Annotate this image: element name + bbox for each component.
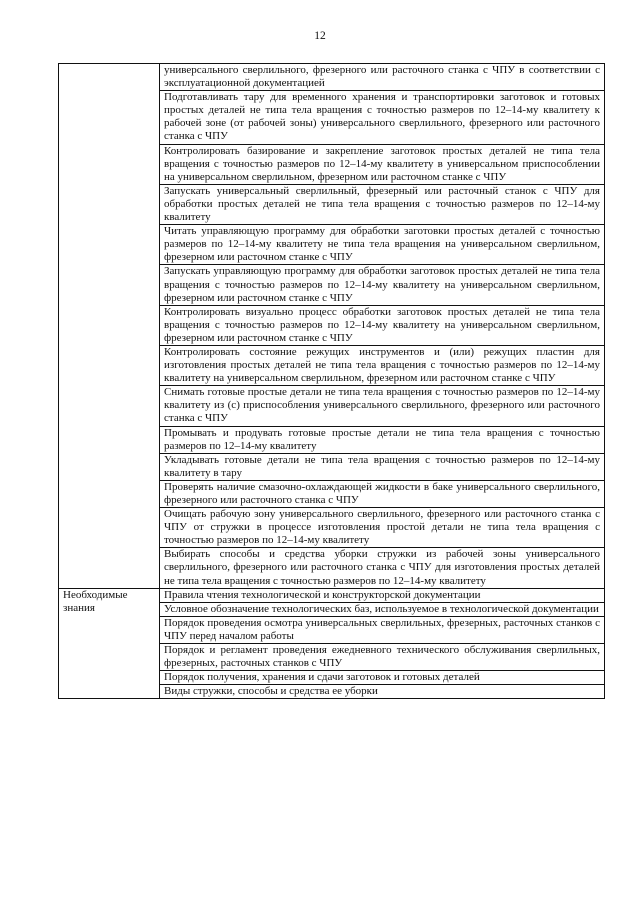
table-cell-item: Контролировать базирование и закрепление заготовок простых деталей не типа тела вращения с точностью размеров по 12–14-му квалитету в универсальном приспособлении на универсальном сверлильном, фрезерном или расточном станке с ЧПУ — [160, 144, 605, 184]
table-cell-item: Промывать и продувать готовые простые детали не типа тела вращения с точностью размеров по 12–14-му квалитету — [160, 426, 605, 453]
table-cell-item: Правила чтения технологической и конструкторской документации — [160, 588, 605, 602]
table-cell-item: Контролировать состояние режущих инструментов и (или) режущих пластин для изготовления простых деталей не типа тела вращения с точностью размеров по 12–14-му квалитету на универсальном сверлильном, фрезерном или расточном станке с ЧПУ — [160, 345, 605, 385]
table-cell-item: Виды стружки, способы и средства ее уборки — [160, 685, 605, 699]
table-cell-item: Подготавливать тару для временного хранения и транспортировки заготовок и готовых простых деталей не типа тела вращения с точностью размеров по 12–14-му квалитету к рабочей зоне (от рабочей зоны) универсального сверлильного, фрезерного или расточного станка с ЧПУ — [160, 91, 605, 144]
page-number: 12 — [314, 30, 326, 42]
table-cell-item: Порядок получения, хранения и сдачи заготовок и готовых деталей — [160, 671, 605, 685]
table-cell-item: Читать управляющую программу для обработки заготовки простых деталей с точностью размеров по 12–14-му квалитету не типа тела вращения на универсальном сверлильном, фрезерном или расточном станке с ЧПУ — [160, 225, 605, 265]
table-cell-item: Очищать рабочую зону универсального сверлильного, фрезерного или расточного станка с ЧПУ от стружки в процессе изготовления простой детали не типа тела вращения с точностью размеров по 12–14-му квалитету — [160, 508, 605, 548]
table-cell-item: универсального сверлильного, фрезерного или расточного станка с ЧПУ в соответствии с эксплуатационной документацией — [160, 64, 605, 91]
table-cell-item: Запускать управляющую программу для обработки заготовок простых деталей не типа тела вращения с точностью размеров по 12–14-му квалитету на универсальном сверлильном, фрезерном или расточном станке с ЧПУ — [160, 265, 605, 305]
table-cell-item: Снимать готовые простые детали не типа тела вращения с точностью размеров по 12–14-му квалитету из (с) приспособления универсального сверлильного, фрезерного или расточного станка с ЧПУ — [160, 386, 605, 426]
table-cell-item: Порядок проведения осмотра универсальных сверлильных, фрезерных, расточных станков с ЧПУ перед началом работы — [160, 616, 605, 643]
table-row — [59, 588, 605, 602]
table-cell-item: Укладывать готовые детали не типа тела вращения с точностью размеров по 12–14-му квалитету в тару — [160, 453, 605, 480]
section-label-knowledge: Необходимые знания — [59, 588, 160, 699]
table-cell-item: Условное обозначение технологических баз, используемое в технологической документации — [160, 602, 605, 616]
table-row — [59, 64, 605, 91]
table-cell-item: Проверять наличие смазочно-охлаждающей жидкости в баке универсального сверлильного, фрезерного или расточного станка с ЧПУ — [160, 480, 605, 507]
table-cell-item: Выбирать способы и средства уборки стружки из рабочей зоны универсального сверлильного, фрезерного или расточного станка с ЧПУ для изготовления простых деталей не типа тела вращения с точностью размеров по 12–14-му квалитету — [160, 548, 605, 588]
table-cell-item: Порядок и регламент проведения ежедневного технического обслуживания сверлильных, фрезерных, расточных станков с ЧПУ — [160, 644, 605, 671]
table-cell-item: Контролировать визуально процесс обработки заготовок простых деталей не типа тела вращения с точностью размеров по 12–14-му квалитету на универсальном сверлильном, фрезерном или расточном станке с ЧПУ — [160, 305, 605, 345]
requirements-table — [58, 63, 605, 699]
section-label-skills — [59, 64, 160, 589]
table-cell-item: Запускать универсальный сверлильный, фрезерный или расточный станок с ЧПУ для обработки простых деталей не типа тела вращения с точностью размеров по 12–14-му квалитету — [160, 184, 605, 224]
